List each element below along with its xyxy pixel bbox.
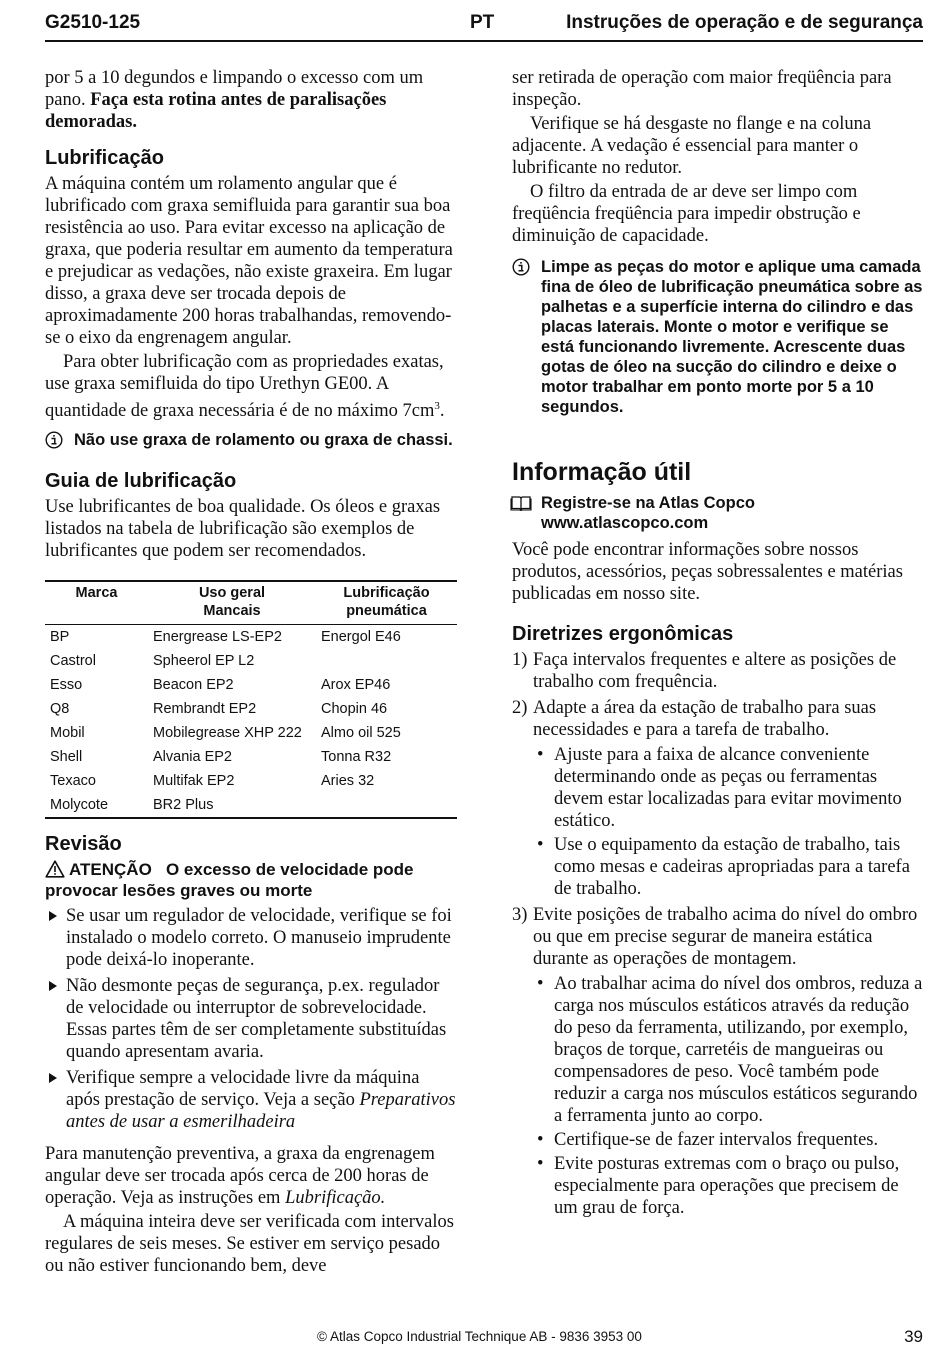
sub-bullet-item <box>533 744 924 832</box>
cell-lubrificacao: Arox EP46 <box>321 677 391 694</box>
section-reference: Preparativos antes de usar a esmerilhadeira <box>66 1090 456 1133</box>
warning-triangle-icon <box>45 860 65 878</box>
lubrificacao-paragraph-1: A máquina contém um rolamento angular que é lubrificado com graxa semifluida para garantir sua boa resistência ao uso. Para evitar excesso na aplicação de graxa, que poderia resultar em aumento da temperatura e prejudicar as vedações, não existe graxeira. Em lugar disso, a graxa deve ser trocada depois de aproximadamente 200 horas trabalhandas, removendo-se o eixo da engrenagem angular. <box>45 174 453 348</box>
revisao-heading: Revisão <box>45 833 122 856</box>
cell-marca: Esso <box>50 677 83 694</box>
lubrificacao-reference: Lubrificação. <box>285 1188 386 1209</box>
info-icon <box>512 258 530 276</box>
manutencao-paragraph <box>45 1143 457 1209</box>
bullet-item <box>45 1067 457 1133</box>
cell-uso-geral: BR2 Plus <box>148 793 316 818</box>
cell-uso-geral: Multifak EP2 <box>153 773 235 790</box>
bullet-text: Verifique sempre a velocidade livre da máquina após prestação de serviço. Veja a seção <box>66 1068 420 1111</box>
bullet-dot-icon: • <box>537 1130 544 1150</box>
cell-marca: Shell <box>50 749 83 766</box>
cell-lubrificacao: Tonna R32 <box>321 749 392 766</box>
cell-marca: Q8 <box>50 701 70 718</box>
intro-bold-text: Faça esta rotina antes de paralisações demoradas. <box>45 90 387 132</box>
sub-bullet-text: Ajuste para a faixa de alcance conveniente determinando onde as peças ou ferramentas devem estar localizadas para evitar movimento estático. <box>554 745 902 831</box>
bullet-dot-icon: • <box>537 974 544 994</box>
arrow-bullet-icon <box>49 981 57 991</box>
sub-bullet-list <box>533 744 924 900</box>
note-motor <box>512 257 924 417</box>
cell-lubrificacao: Energol E46 <box>321 629 401 646</box>
cell-uso-geral: Rembrandt EP2 <box>153 701 257 718</box>
cell-marca: Mobil <box>50 725 85 742</box>
language-code: PT <box>470 12 495 33</box>
footer-copyright: © Atlas Copco Industrial Technique AB - 9836 3953 00 <box>317 1329 642 1344</box>
sub-bullet-item <box>533 973 924 1127</box>
maquina-paragraph: A máquina inteira deve ser verificada com intervalos regulares de seis meses. Se estiver em serviço pesado ou não estiver funcionando bem, deve <box>45 1212 454 1277</box>
col-header-marca: Marca <box>45 581 148 625</box>
safety-bullet-list <box>45 905 457 1133</box>
table-body <box>45 625 457 819</box>
lubrificacao-paragraph-2-text: Para obter lubrificação com as propriedades exatas, use graxa semifluida do tipo Urethyn GE00. A quantidade de graxa necessária é de no máximo 7cm <box>45 352 444 422</box>
lubrificacao-heading: Lubrificação <box>45 147 164 169</box>
lubrificacao-paragraph-2-end: . <box>439 401 445 422</box>
table-row <box>45 769 457 793</box>
note-motor-text: Limpe as peças do motor e aplique uma camada fina de óleo de lubrificação pneumática sobre as palhetas e a superfície interna do cilindro e das placas laterais. Monte o motor e verifique se está funcionando livremente. Acrescente duas gotas de óleo na sucção do cilindro e deixe o motor trabalhar em ponto morte por 5 a 10 segundos. <box>541 258 923 416</box>
lubrication-table <box>45 580 457 819</box>
bullet-item <box>45 975 457 1063</box>
item-text: Evite posições de trabalho acima do nível do ombro ou que em precise segurar de maneira estática durante as operações de montagem. <box>533 905 918 969</box>
arrow-bullet-icon <box>49 1073 57 1083</box>
sub-bullet-text: Ao trabalhar acima do nível dos ombros, reduza a carga nos músculos estáticos através da redução do peso da ferramenta, utilizando, por exemplo, braços de torque, carretéis de mangueiras ou compensadores de peso. Você também pode reduzir a carga nos músculos estáticos segurando a ferramenta junto ao corpo. <box>554 974 923 1126</box>
sub-bullet-item <box>533 834 924 900</box>
left-column <box>45 67 457 1279</box>
sub-bullet-text: Evite posturas extremas com o braço ou pulso, especialmente para operações que precisem de um grau de força. <box>554 1154 900 1218</box>
guia-heading: Guia de lubrificação <box>45 470 237 493</box>
table-row <box>45 721 457 745</box>
bullet-text: Não desmonte peças de segurança, p.ex. regulador de velocidade ou interruptor de sobrevelocidade. Essas partes têm de ser completamente substituídas quando apresentam avaria. <box>66 976 447 1063</box>
sub-bullet-text: Use o equipamento da estação de trabalho, tais como mesas e cadeiras apropriadas para a tarefa de trabalho. <box>554 835 910 899</box>
cell-uso-geral: Alvania EP2 <box>153 749 232 766</box>
intro-paragraph <box>45 67 457 133</box>
table-row <box>45 625 457 650</box>
cell-uso-geral: Beacon EP2 <box>153 677 234 694</box>
table-row <box>45 793 457 818</box>
cell-marca: BP <box>50 629 70 646</box>
ergonomic-heading: Diretrizes ergonômicas <box>512 623 734 645</box>
col-header-uso-geral-text: Uso geral Mancais <box>198 585 266 620</box>
bullet-dot-icon: • <box>537 1154 544 1174</box>
register-line-1: Registre-se na Atlas Copco <box>541 494 755 512</box>
sub-bullet-text: Certifique-se de fazer intervalos frequentes. <box>554 1130 879 1150</box>
filtro-paragraph: O filtro da entrada de ar deve ser limpo com freqüência freqüência para impedir obstrução e diminuição de capacidade. <box>512 182 861 246</box>
table-header-row <box>45 581 457 625</box>
bullet-dot-icon: • <box>537 835 544 855</box>
sub-bullet-list <box>533 973 924 1219</box>
note-graxa <box>45 430 457 450</box>
cell-uso-geral: Spheerol EP L2 <box>153 653 255 670</box>
cell-lubrificacao: Chopin 46 <box>321 701 388 718</box>
item-text: Faça intervalos frequentes e altere as posições de trabalho com frequência. <box>533 650 897 692</box>
cell-lubrificacao <box>316 649 457 673</box>
cell-marca: Castrol <box>50 653 96 670</box>
ergonomic-item <box>512 904 924 1219</box>
book-icon <box>510 494 532 512</box>
ergonomic-item <box>512 697 924 900</box>
ergonomic-list <box>512 649 924 1219</box>
flange-paragraph: Verifique se há desgaste no flange e na coluna adjacente. A vedação é essencial para manter o lubrificante no redutor. <box>512 114 872 178</box>
col-header-lubrificacao-text: Lubrificação pneumática <box>343 585 430 620</box>
item-number: 2) <box>512 698 528 718</box>
website-url: www.atlascopco.com <box>541 514 709 532</box>
right-column <box>512 67 924 1223</box>
info-icon <box>45 431 63 449</box>
sub-bullet-item <box>533 1129 924 1151</box>
cell-uso-geral: Energrease LS-EP2 <box>153 629 282 646</box>
bullet-item <box>45 905 457 971</box>
bullet-dot-icon: • <box>537 745 544 765</box>
document-code: G2510-125 <box>45 12 141 33</box>
arrow-bullet-icon <box>49 911 57 921</box>
col-header-uso-geral <box>148 581 316 625</box>
warning-text: O excesso de velocidade pode provocar lesões graves ou morte <box>45 860 414 901</box>
bullet-text: Se usar um regulador de velocidade, verifique se foi instalado o modelo correto. O manuseio imprudente pode deixá-lo inoperante. <box>66 906 452 971</box>
page-number: 39 <box>904 1327 923 1346</box>
continued-paragraph: ser retirada de operação com maior freqüência para inspeção. <box>512 68 892 110</box>
table-row <box>45 649 457 673</box>
intro-text: por 5 a 10 degundos e limpando o excesso com um pano. <box>45 68 424 110</box>
guia-paragraph: Use lubrificantes de boa qualidade. Os óleos e graxas listados na tabela de lubrificação são exemplos de lubrificantes que podem ser recomendados. <box>45 497 441 562</box>
page-header <box>45 10 923 42</box>
lubrificacao-paragraph-2 <box>45 351 457 422</box>
manutencao-text: Para manutenção preventiva, a graxa da engrenagem angular deve ser trocada após cerca de 200 horas de operação. Veja as instruções em <box>45 1144 435 1209</box>
cell-uso-geral: Mobilegrease XHP 222 <box>153 725 302 742</box>
sub-bullet-item <box>533 1153 924 1219</box>
cell-lubrificacao: Aries 32 <box>321 773 375 790</box>
warning-block <box>45 859 457 901</box>
item-number: 1) <box>512 650 528 670</box>
note-graxa-text: Não use graxa de rolamento ou graxa de chassi. <box>74 431 453 450</box>
informacao-paragraph: Você pode encontrar informações sobre nossos produtos, acessórios, peças sobressalentes e matérias publicadas em nosso site. <box>512 540 903 604</box>
table-row <box>45 745 457 769</box>
table-row <box>45 697 457 721</box>
cell-lubrificacao: Almo oil 525 <box>321 725 401 742</box>
register-note <box>512 493 924 533</box>
document-title: Instruções de operação e de segurança <box>566 12 923 33</box>
item-text: Adapte a área da estação de trabalho para suas necessidades e para a tarefa de trabalho. <box>533 698 877 740</box>
warning-label: ATENÇÃO <box>69 860 152 880</box>
informacao-util-heading: Informação útil <box>512 458 692 486</box>
cell-marca: Texaco <box>50 773 96 790</box>
cell-marca: Molycote <box>45 793 148 818</box>
table-row <box>45 673 457 697</box>
col-header-lubrificacao <box>316 581 457 625</box>
item-number: 3) <box>512 905 528 925</box>
superscript-3: 3 <box>434 400 440 412</box>
ergonomic-item <box>512 649 924 693</box>
cell-lubrificacao <box>316 793 457 818</box>
